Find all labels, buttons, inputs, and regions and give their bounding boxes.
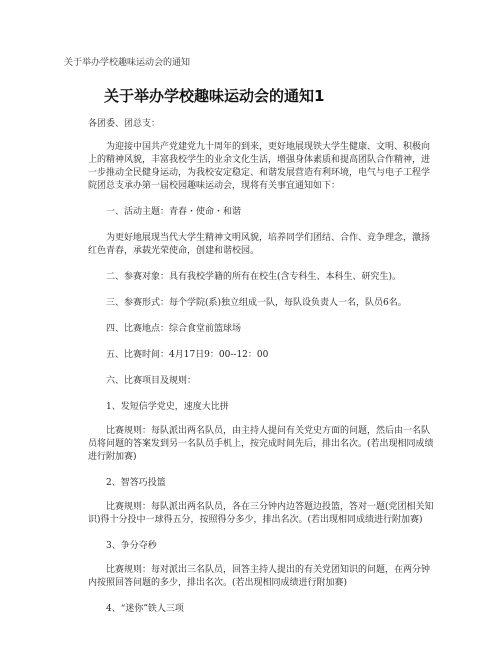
document-title: 关于举办学校趣味运动会的通知1 [104,87,325,105]
section-time: 五、比赛时间：4月17日9：00--12：00 [106,350,269,360]
event-2-name: 2、智答巧投篮 [106,478,166,488]
event-1-name: 1、发短信学党史，速度大比拼 [106,402,229,412]
section-theme-body: 为更好地展现当代大学生精神文明风貌，培养同学们团结、合作、竞争理念，激扬红色青春，承载光荣使命，创建和谐校园。 [88,233,431,256]
intro-paragraph: 为迎接中国共产党建党九十周年的到来，更好地展现铁大学生健康、文明、积极向上的精神风貌，丰富我校学生的业余文化生活，增强身体素质和提高团队合作精神，进一步推动全民健身运动，为我校安定稳定、和谐发展营造有利环境，电气与电子工程学院团总支承办第一届校园趣味运动会，现将有关事宜通知如下： [88,142,431,191]
section-format: 三、参赛形式：每个学院(系)独立组成一队，每队设负责人一名，队员6名。 [106,298,407,308]
section-theme-heading: 一、活动主题：青春・使命・和谐 [106,207,242,217]
event-1-rules: 比赛规则：每队派出两名队员，由主持人提问有关党史方面的问题，然后由一名队员将问题的答案发到另一名队员手机上，按完成时间先后，排出名次。(若出现相同成绩进行附加赛) [88,426,434,462]
event-3-name: 3、争分夺秒 [106,541,157,551]
running-header: 关于举办学校趣味运动会的通知 [64,58,191,68]
event-2-rules: 比赛规则：每队派出两名队员，各在三分钟内边答题边投篮，答对一题(党团相关知识)得十分投中一球得五分，按照得分多少，排出名次。(若出现相同成绩进行附加赛) [88,502,434,525]
section-venue: 四、比赛地点：综合食堂前篮球场 [106,324,242,334]
section-events-heading: 六、比赛项目及规则： [106,376,197,386]
event-4-name: 4、“迷你”铁人三项 [106,604,184,614]
document-body [88,118,438,616]
section-participants: 二、参赛对象：具有我校学籍的所有在校生(含专科生、本科生、研究生)。 [106,272,402,282]
salutation: 各团委、团总支： [88,119,161,129]
event-3-rules: 比赛规则：每对派出三名队员，回答主持人提出的有关党团知识的问题，在两分钟内按照回答问题的多少，排出名次。(若出现相同成绩进行附加赛) [88,565,431,588]
